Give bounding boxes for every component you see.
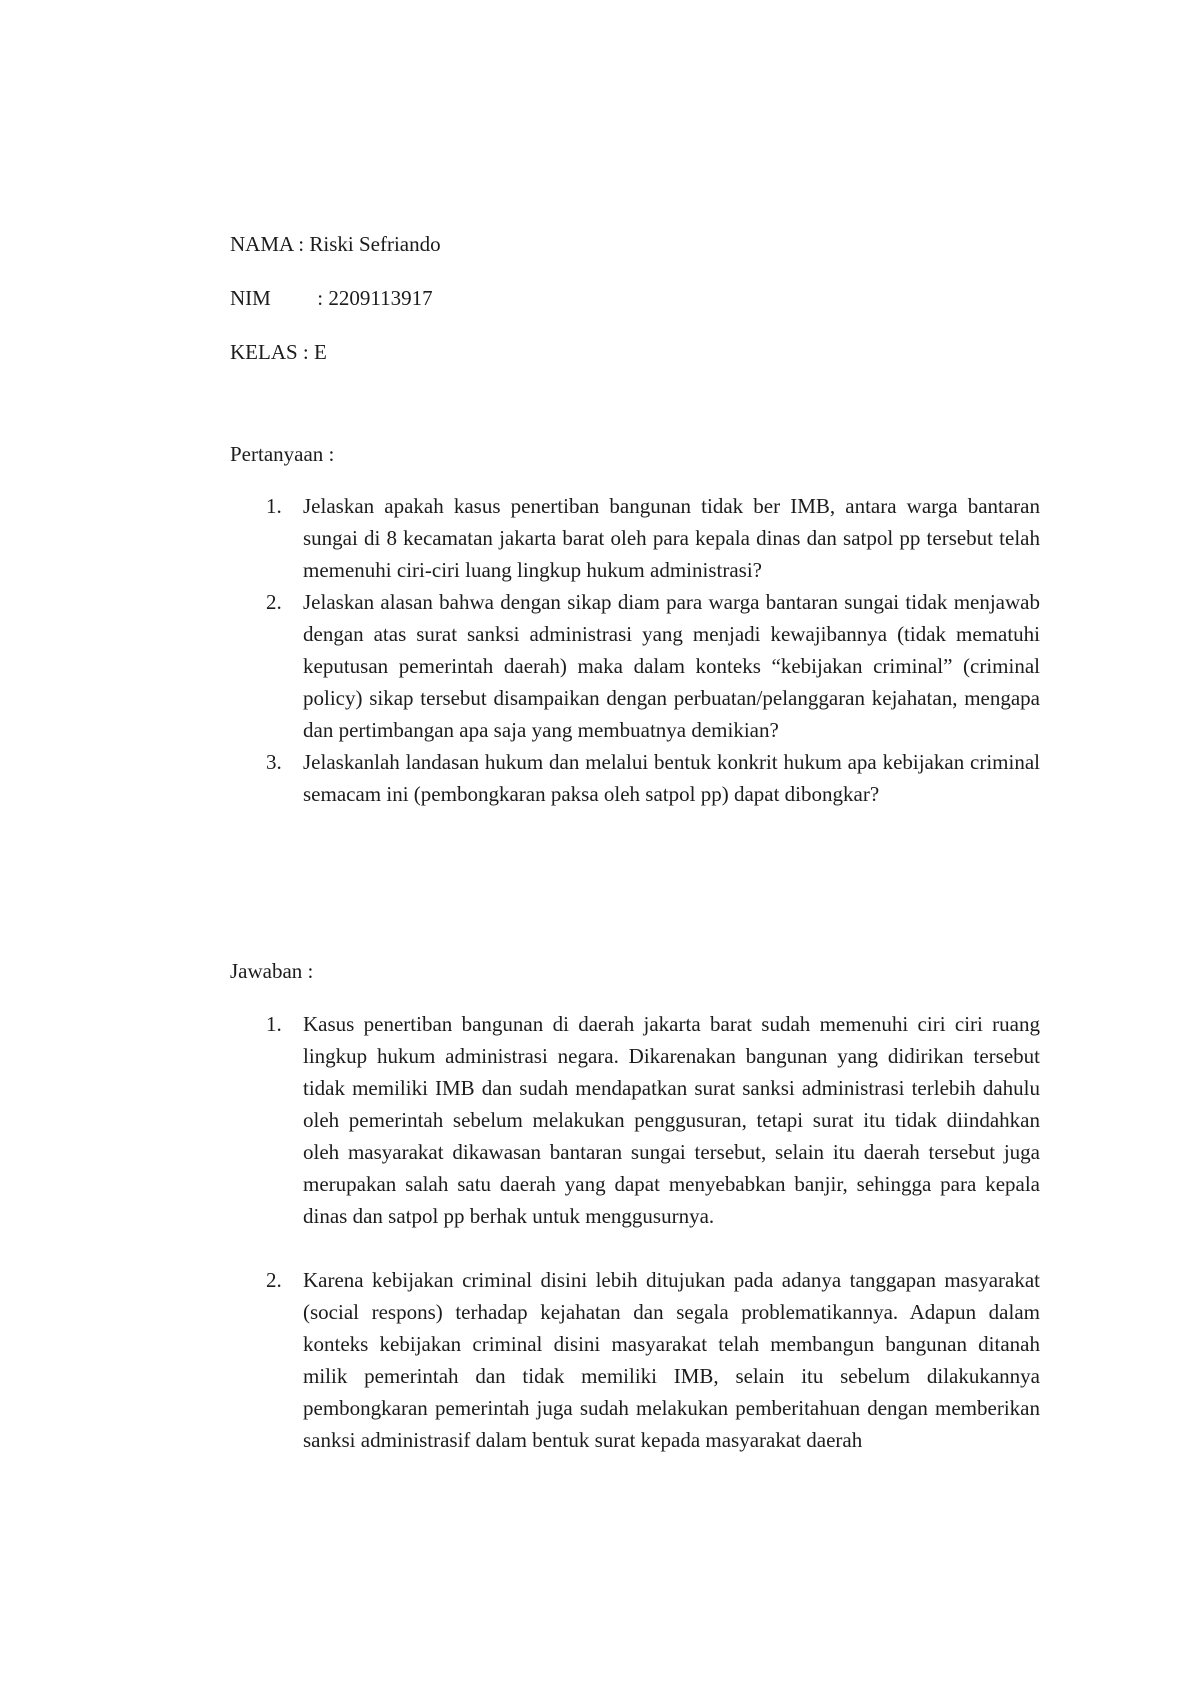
question-text: Jelaskan apakah kasus penertiban bangunan tidak ber IMB, antara warga bantaran sungai di 8 kecamatan jakarta barat oleh para kepala dinas dan satpol pp tersebut telah memenuhi ciri-ciri luang lingkup hukum administrasi? [303, 494, 1040, 582]
nama-line [230, 228, 441, 260]
separator: : [302, 340, 315, 364]
questions-section [230, 490, 1040, 810]
question-item [230, 586, 1040, 746]
separator: : [317, 286, 329, 310]
answer-item [230, 1264, 1040, 1456]
nim-label: NIM [230, 286, 271, 310]
nama-value: Riski Sefriando [309, 232, 441, 256]
answer-number: 2. [266, 1268, 282, 1292]
questions-list [230, 490, 1040, 810]
answers-heading: Jawaban : [230, 959, 314, 983]
nim-line [230, 282, 433, 314]
question-item [230, 490, 1040, 586]
question-number: 2. [266, 590, 282, 614]
kelas-line [230, 336, 327, 368]
kelas-label: KELAS [230, 340, 298, 364]
question-text: Jelaskan alasan bahwa dengan sikap diam para warga bantaran sungai tidak menjawab dengan atas surat sanksi administrasi yang menjadi kewajibannya (tidak mematuhi keputusan pemerintah daerah) maka dalam konteks “kebijakan criminal” (criminal policy) sikap tersebut disampaikan dengan perbuatan/pelanggaran kejahatan, mengapa dan pertimbangan apa saja yang membuatnya demikian? [303, 590, 1040, 742]
answer-text: Kasus penertiban bangunan di daerah jakarta barat sudah memenuhi ciri ciri ruang lingkup hukum administrasi negara. Dikarenakan bangunan yang didirikan tersebut tidak memiliki IMB dan sudah mendapatkan surat sanksi administrasi terlebih dahulu oleh pemerintah sebelum melakukan penggusuran, tetapi surat itu tidak diindahkan oleh masyarakat dikawasan bantaran sungai tersebut, selain itu daerah tersebut juga merupakan salah satu daerah yang dapat menyebabkan banjir, sehingga para kepala dinas dan satpol pp berhak untuk menggusurnya. [303, 1012, 1040, 1228]
question-number: 3. [266, 750, 282, 774]
answer-number: 1. [266, 1012, 282, 1036]
question-item [230, 746, 1040, 810]
kelas-value: E [314, 340, 327, 364]
answers-list [230, 1008, 1040, 1456]
questions-heading: Pertanyaan : [230, 442, 335, 466]
answer-item [230, 1008, 1040, 1232]
nim-value: 2209113917 [328, 286, 433, 310]
answer-text: Karena kebijakan criminal disini lebih ditujukan pada adanya tanggapan masyarakat (social respons) terhadap kejahatan dan segala problematikannya. Adapun dalam konteks kebijakan criminal disini masyarakat telah membangun bangunan ditanah milik pemerintah dan tidak memiliki IMB, selain itu sebelum dilakukannya pembongkaran pemerintah juga sudah melakukan pemberitahuan dengan memberikan sanksi administrasif dalam bentuk surat kepada masyarakat daerah [303, 1268, 1040, 1452]
question-number: 1. [266, 494, 282, 518]
answers-section [230, 1008, 1040, 1456]
separator: : [298, 232, 310, 256]
question-text: Jelaskanlah landasan hukum dan melalui bentuk konkrit hukum apa kebijakan criminal semacam ini (pembongkaran paksa oleh satpol pp) dapat dibongkar? [303, 750, 1040, 806]
nama-label: NAMA [230, 232, 294, 256]
